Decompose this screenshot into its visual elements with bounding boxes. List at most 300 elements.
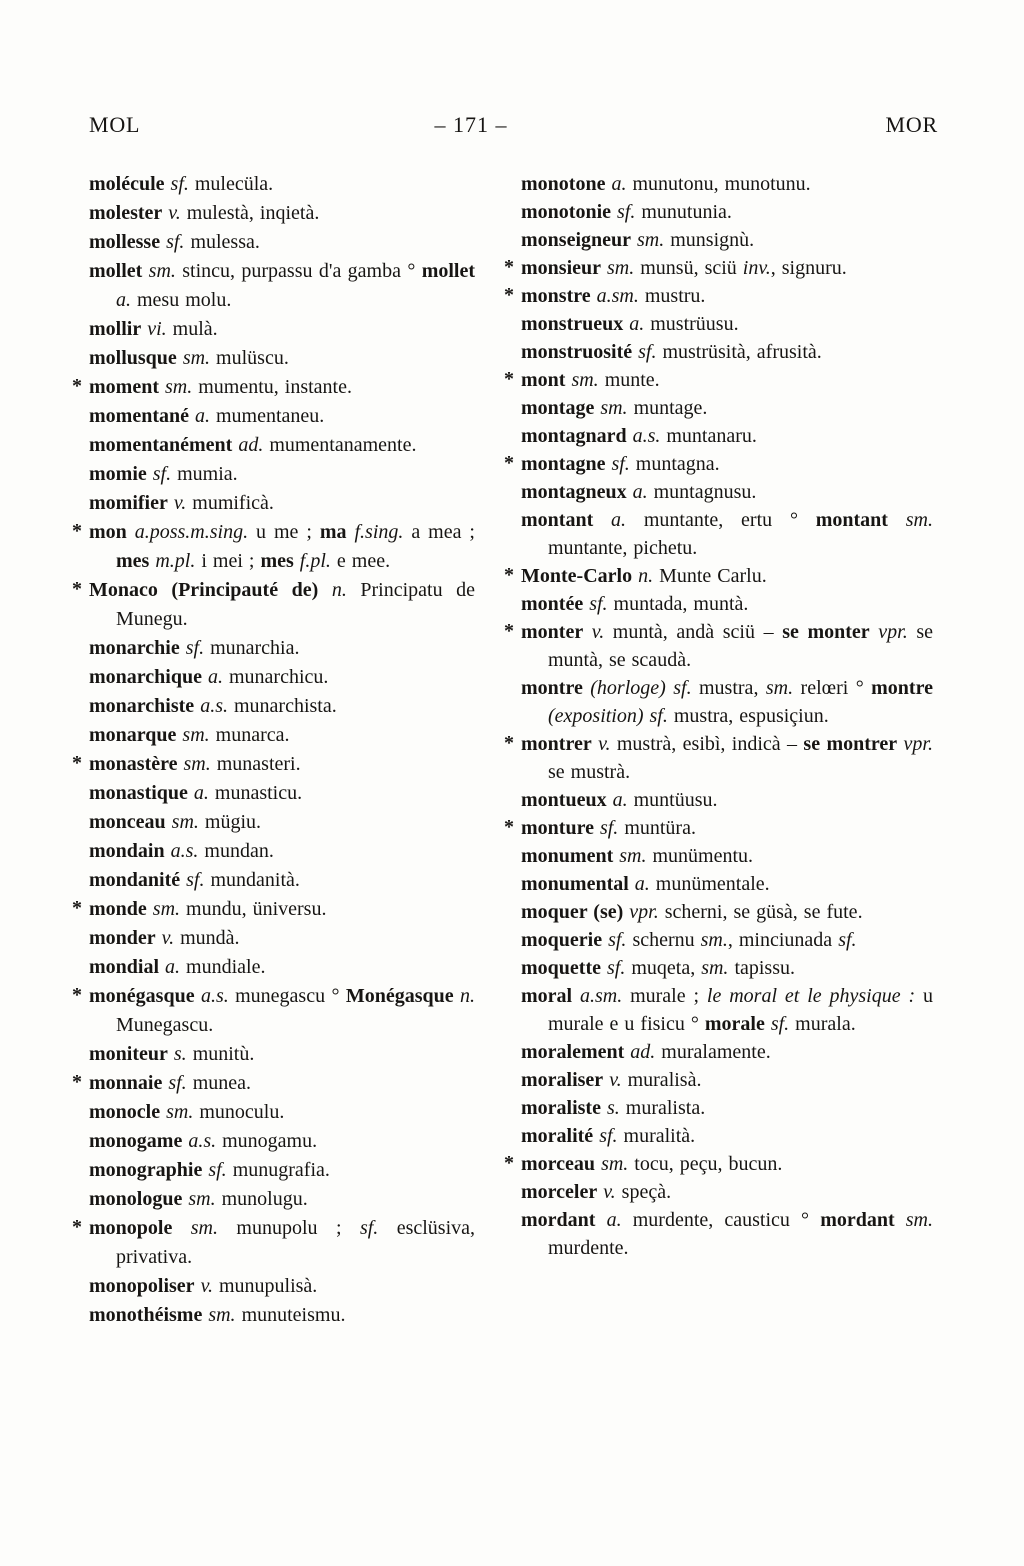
headword-text: monder [89, 927, 156, 949]
dictionary-entry [89, 692, 475, 721]
translation-text: tocu, peçu, bucun. [628, 1153, 783, 1175]
translation-text: munogamu. [216, 1130, 318, 1152]
grammar-label: a. [593, 509, 627, 531]
headword-text: Monaco (Principauté de) [89, 579, 319, 601]
translation-text: muntage. [627, 397, 708, 419]
translation-text: munarchia. [204, 637, 300, 659]
headword-text: mondain [89, 840, 165, 862]
translation-text: muntagnusu. [647, 481, 757, 503]
dictionary-entry [521, 674, 933, 730]
grammar-label: vpr. [623, 901, 659, 923]
grammar-label: v. [167, 492, 187, 514]
translation-text: munsignù. [664, 229, 755, 251]
grammar-label: sm. [765, 677, 794, 699]
grammar-label: n. [632, 565, 654, 587]
headword-text: montant [521, 509, 594, 531]
asterisk-marker: * [504, 620, 514, 642]
grammar-label: s. [167, 1043, 187, 1065]
translation-text: munsü, sciü [634, 257, 743, 279]
headword-text: moraliser [521, 1069, 604, 1091]
dictionary-entry [521, 1206, 933, 1262]
grammar-label: sm. [202, 1304, 236, 1326]
translation-text: mügiu. [198, 811, 262, 833]
asterisk-marker: * [504, 284, 514, 306]
translation-text: murdente. [548, 1237, 629, 1259]
translation-text: murale ; [622, 985, 707, 1007]
grammar-label: vpr. [897, 733, 933, 755]
dictionary-entry [89, 808, 475, 837]
headword-text: mont [521, 369, 566, 391]
grammar-label: a. [116, 289, 131, 311]
translation-text: stincu, purpassu d'a gamba ° [175, 260, 422, 282]
grammar-label: a. [595, 1209, 622, 1231]
headword-text: monstre [521, 285, 591, 307]
headword-text: mollusque [89, 347, 177, 369]
grammar-label: a.s. [194, 695, 228, 717]
headword-text: montée [521, 593, 584, 615]
translation-text: mustrà, esibì, indicà – [610, 733, 804, 755]
dictionary-entry [89, 1272, 475, 1301]
translation-text: mulecüla. [188, 173, 274, 195]
translation-text: munupulisà. [212, 1275, 318, 1297]
headword-text: monographie [89, 1159, 203, 1181]
headword-text: morceler [521, 1181, 598, 1203]
headword-text: monstrueux [521, 313, 624, 335]
dictionary-entry [521, 422, 933, 450]
headword-text: monarque [89, 724, 177, 746]
headword-text: montagneux [521, 481, 627, 503]
translation-text: mustra, [691, 677, 766, 699]
grammar-label: sm. [172, 1217, 218, 1239]
headword-text: monarchique [89, 666, 202, 688]
grammar-label: a.sm. [590, 285, 639, 307]
headword-text: mes [260, 550, 294, 572]
grammar-label: sf. [162, 1072, 187, 1094]
translation-text: muralisà. [621, 1069, 702, 1091]
dictionary-entry [89, 1156, 475, 1185]
grammar-label: sm. [565, 369, 599, 391]
translation-text: muntà, andà sciü – [604, 621, 783, 643]
headword-text: monégasque [89, 985, 195, 1007]
grammar-label: sm. [700, 929, 728, 951]
headword-text: monumental [521, 873, 629, 895]
translation-text: munitù. [186, 1043, 255, 1065]
translation-text: munarchista. [227, 695, 337, 717]
dictionary-entry [89, 170, 475, 199]
dictionary-entry [89, 1040, 475, 1069]
headword-text: moquerie [521, 929, 603, 951]
translation-text: a mea ; [403, 521, 475, 543]
dictionary-entry [504, 450, 933, 478]
translation-text: e mee. [330, 550, 391, 572]
header-guide-word-left: MOL [89, 112, 141, 137]
translation-text: mumificà. [186, 492, 274, 514]
translation-text: munoculu. [193, 1101, 285, 1123]
translation-text: munasteri. [210, 753, 301, 775]
dictionary-entry [521, 226, 933, 254]
translation-text: mustra, espusiçiun. [667, 705, 829, 727]
dictionary-entry [89, 1301, 475, 1330]
headword-text: mes [116, 550, 150, 572]
grammar-label: v. [597, 1181, 616, 1203]
headword-text: Monégasque [345, 985, 454, 1007]
headword-text: moniteur [89, 1043, 168, 1065]
translation-text: mustrüsità, afrusità. [656, 341, 822, 363]
grammar-label: ad. [624, 1041, 656, 1063]
dictionary-entry [504, 366, 933, 394]
headword-text: moraliste [521, 1097, 601, 1119]
translation-text: mundiale. [180, 956, 266, 978]
headword-text: mondial [89, 956, 160, 978]
running-head [89, 112, 938, 140]
translation-text: mulà. [166, 318, 218, 340]
translation-text: munea. [186, 1072, 251, 1094]
grammar-label: a.sm. [572, 985, 623, 1007]
dictionary-entry [89, 779, 475, 808]
headword-text: morale [704, 1013, 765, 1035]
translation-text: munegascu ° [228, 985, 346, 1007]
translation-text: Munegascu. [116, 1014, 214, 1036]
grammar-label: sm. [182, 1188, 216, 1210]
dictionary-entry [521, 898, 933, 926]
dictionary-entry [504, 730, 933, 786]
asterisk-marker: * [72, 752, 82, 774]
headword-text: monture [521, 817, 594, 839]
column-left [72, 170, 476, 1330]
translation-text: munupolu ; [218, 1217, 360, 1239]
dictionary-entry [521, 870, 933, 898]
dictionary-entry [504, 1150, 933, 1178]
grammar-label: sf. [632, 341, 657, 363]
grammar-label: sm. [160, 1101, 194, 1123]
dictionary-entry [504, 814, 933, 842]
column-right [504, 170, 934, 1330]
header-guide-word-right: MOR [885, 112, 938, 137]
headword-text: monotone [521, 173, 606, 195]
grammar-label: sf. [359, 1217, 379, 1239]
grammar-label: v. [162, 202, 181, 224]
dictionary-entry [72, 750, 475, 779]
translation-text: muntante, pichetu. [548, 537, 698, 559]
headword-text: montage [521, 397, 595, 419]
grammar-label: (exposition) sf. [548, 705, 668, 727]
headword-text: momentané [89, 405, 189, 427]
translation-text: mumentu, instante. [192, 376, 352, 398]
dictionary-entry [89, 257, 475, 315]
translation-text: mumentanamente. [263, 434, 417, 456]
translation-text: schernu [626, 929, 701, 951]
translation-text: muralamente. [655, 1041, 771, 1063]
dictionary-entry [504, 562, 933, 590]
dictionary-entry [89, 402, 475, 431]
dictionary-entry [89, 866, 475, 895]
dictionary-entry [72, 373, 475, 402]
grammar-label: (horloge) sf. [582, 677, 692, 699]
asterisk-marker: * [72, 1216, 82, 1238]
dictionary-entry [72, 1214, 476, 1272]
dictionary-entry [89, 489, 475, 518]
translation-text: mulestà, inqietà. [180, 202, 320, 224]
headword-text: mollet [421, 260, 476, 282]
dictionary-entry [89, 837, 475, 866]
translation-text: tapissu. [728, 957, 795, 979]
grammar-label: sf. [838, 929, 857, 951]
grammar-label: vi. [141, 318, 167, 340]
grammar-label: a. [159, 956, 181, 978]
dictionary-entry [521, 506, 933, 562]
grammar-label: a. [626, 481, 648, 503]
headword-text: monument [521, 845, 614, 867]
translation-text: mulessa. [184, 231, 260, 253]
translation-text: mumentaneu. [209, 405, 325, 427]
grammar-label: a. [201, 666, 223, 688]
headword-text: montagnard [521, 425, 627, 447]
dictionary-entry [521, 590, 933, 618]
grammar-label: sm. [631, 229, 665, 251]
grammar-label: sm. [177, 753, 211, 775]
translation-text: mustru. [638, 285, 706, 307]
asterisk-marker: * [504, 452, 514, 474]
dictionary-entry [89, 228, 475, 257]
grammar-label: a.poss.m.sing. [126, 521, 249, 543]
translation-text: mustrüusu. [644, 313, 739, 335]
asterisk-marker: * [504, 732, 514, 754]
grammar-label: sf. [180, 869, 205, 891]
grammar-label: a. [188, 405, 210, 427]
grammar-label: sf. [160, 231, 185, 253]
headword-text: Monte-Carlo [521, 565, 633, 587]
translation-text: mulüscu. [210, 347, 289, 369]
headword-text: monarchiste [89, 695, 195, 717]
translation-text: mesu molu. [131, 289, 232, 311]
grammar-label: a. [605, 173, 627, 195]
translation-text: munarchicu. [222, 666, 329, 688]
translation-text: munolugu. [215, 1188, 308, 1210]
translation-text: muntada, muntà. [607, 593, 749, 615]
dictionary-entry [521, 1094, 933, 1122]
translation-text: u murale e u fisicu ° [548, 985, 934, 1035]
headword-text: monopoliser [89, 1275, 195, 1297]
translation-text: muntanaru. [660, 425, 757, 447]
grammar-label: sf. [602, 929, 627, 951]
headword-text: mordant [820, 1209, 895, 1231]
grammar-label: a.s. [182, 1130, 217, 1152]
grammar-label: vpr. [869, 621, 908, 643]
grammar-label: sf. [593, 1125, 618, 1147]
grammar-label: sm. [701, 957, 729, 979]
asterisk-marker: * [72, 520, 82, 542]
dictionary-entry [89, 721, 475, 750]
dictionary-entry [521, 1066, 933, 1094]
translation-text: Munte Carlu. [653, 565, 767, 587]
translation-text: Principatu de Munegu. [116, 579, 475, 630]
grammar-label: a.s. [194, 985, 229, 1007]
translation-text: se mustrà. [548, 761, 631, 783]
dictionary-entry [89, 1185, 475, 1214]
translation-text: mundanità. [204, 869, 300, 891]
headword-text: monseigneur [521, 229, 631, 251]
grammar-label: a. [628, 873, 650, 895]
grammar-label: v. [591, 733, 611, 755]
dictionary-entry [521, 982, 933, 1038]
translation-text: mundan. [198, 840, 274, 862]
headword-text: moquer (se) [521, 901, 624, 923]
grammar-label: inv. [742, 257, 771, 279]
headword-text: monnaie [89, 1072, 163, 1094]
headword-text: montrer [521, 733, 592, 755]
headword-text: molécule [89, 173, 165, 195]
grammar-label: sf. [611, 201, 636, 223]
headword-text: monocle [89, 1101, 161, 1123]
grammar-label: sf. [179, 637, 205, 659]
headword-text: molester [89, 202, 163, 224]
headword-text: monothéisme [89, 1304, 203, 1326]
dictionary-entry [521, 1038, 933, 1066]
headword-text: se monter [782, 621, 870, 643]
grammar-label: n. [318, 579, 347, 601]
dictionary-entry [521, 394, 933, 422]
grammar-label: sm. [142, 260, 176, 282]
translation-text: munuteismu. [235, 1304, 346, 1326]
translation-text: muralità. [617, 1125, 696, 1147]
headword-text: monceau [89, 811, 166, 833]
headword-text: monde [89, 898, 147, 920]
asterisk-marker: * [72, 375, 82, 397]
grammar-label: sm. [158, 376, 193, 398]
dictionary-entry [521, 1178, 933, 1206]
translation-text: munasticu. [208, 782, 303, 804]
translation-text: relœri ° [793, 677, 872, 699]
dictionary-entry [521, 170, 933, 198]
translation-text: se muntà, se scaudà. [548, 621, 933, 671]
headword-text: mon [89, 521, 127, 543]
translation-text: u me ; [248, 521, 320, 543]
headword-text: ma [319, 521, 347, 543]
translation-text: munutunia. [635, 201, 732, 223]
translation-text: , minciunada [727, 929, 839, 951]
translation-text: muntüra. [618, 817, 696, 839]
headword-text: monogame [89, 1130, 183, 1152]
headword-text: monsieur [521, 257, 601, 279]
asterisk-marker: * [504, 368, 514, 390]
translation-text: speçà. [615, 1181, 672, 1203]
dictionary-entry [521, 926, 933, 954]
grammar-label: f.pl. [293, 550, 331, 572]
translation-text: mundà. [174, 927, 240, 949]
asterisk-marker: * [504, 256, 514, 278]
headword-text: monastique [89, 782, 188, 804]
asterisk-marker: * [72, 897, 82, 919]
grammar-label: sm. [613, 845, 647, 867]
grammar-label: sm. [176, 347, 211, 369]
dictionary-entry [72, 576, 475, 634]
headword-text: mollet [89, 260, 143, 282]
dictionary-entry [521, 338, 933, 366]
dictionary-entry [72, 982, 475, 1040]
dictionary-entry [521, 478, 933, 506]
grammar-label: m.pl. [149, 550, 196, 572]
dictionary-entry [521, 786, 933, 814]
grammar-label: v. [194, 1275, 213, 1297]
grammar-label: sf. [202, 1159, 227, 1181]
translation-text: murdente, causticu ° [621, 1209, 821, 1231]
grammar-label: f.sing. [346, 521, 404, 543]
grammar-label: sm. [146, 898, 181, 920]
grammar-label: sf. [146, 463, 172, 485]
grammar-label: sf. [605, 453, 630, 475]
asterisk-marker: * [504, 564, 514, 586]
dictionary-entry [521, 842, 933, 870]
headword-text: montagne [521, 453, 606, 475]
dictionary-entry [504, 254, 933, 282]
grammar-label: v. [583, 621, 605, 643]
translation-text: i mei ; [195, 550, 261, 572]
translation-text: , signuru. [770, 257, 847, 279]
headword-text: se montrer [803, 733, 898, 755]
text-columns [72, 170, 934, 1330]
dictionary-entry [72, 518, 475, 576]
dictionary-entry [89, 315, 475, 344]
grammar-label: sf. [164, 173, 189, 195]
grammar-label: sf. [583, 593, 608, 615]
headword-text: montre [871, 677, 933, 699]
headword-text: mordant [521, 1209, 596, 1231]
grammar-label: a.s. [626, 425, 661, 447]
headword-text: momentanément [89, 434, 233, 456]
grammar-label: a.s. [164, 840, 199, 862]
dictionary-entry [89, 1127, 475, 1156]
grammar-label: ad. [232, 434, 264, 456]
dictionary-entry [89, 663, 475, 692]
headword-text: monastère [89, 753, 178, 775]
grammar-label: sf. [600, 957, 626, 979]
translation-text: muntüusu. [627, 789, 718, 811]
grammar-label: sm. [601, 257, 635, 279]
headword-text: mollir [89, 318, 142, 340]
headword-text: moral [521, 985, 573, 1007]
grammar-label: v. [155, 927, 175, 949]
asterisk-marker: * [72, 1071, 82, 1093]
translation-text: mumia. [171, 463, 238, 485]
grammar-label: sm. [594, 397, 628, 419]
grammar-label: a. [606, 789, 628, 811]
translation-text: munümentu. [646, 845, 754, 867]
dictionary-entry [521, 310, 933, 338]
grammar-label: sm. [595, 1153, 629, 1175]
headword-text: monopole [89, 1217, 173, 1239]
headword-text: momie [89, 463, 147, 485]
translation-text: munümentale. [649, 873, 770, 895]
translation-text: muqeta, [625, 957, 702, 979]
grammar-label: sm. [165, 811, 199, 833]
headword-text: moralité [521, 1125, 594, 1147]
headword-text: montre [521, 677, 583, 699]
headword-text: montant [815, 509, 888, 531]
grammar-label: a. [187, 782, 209, 804]
translation-text: munugrafia. [226, 1159, 330, 1181]
translation-text: munte. [598, 369, 660, 391]
translation-text: munarca. [209, 724, 290, 746]
grammar-label: sm. [894, 1209, 933, 1231]
headword-text: monarchie [89, 637, 180, 659]
headword-text: montueux [521, 789, 607, 811]
headword-text: morceau [521, 1153, 596, 1175]
dictionary-entry [89, 460, 475, 489]
grammar-label: sm. [176, 724, 210, 746]
translation-text: mundu, üniversu. [180, 898, 327, 920]
headword-text: monter [521, 621, 584, 643]
headword-text: moquette [521, 957, 601, 979]
